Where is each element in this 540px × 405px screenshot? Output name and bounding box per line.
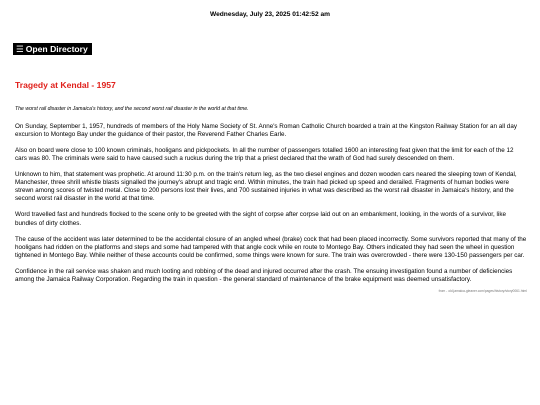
article-paragraph: On Sunday, September 1, 1957, hundreds of members of the Holy Name Society of St. Anne's Roman Catholic Church boarded a train at the Kingston Railway Station for an all day excursion to Montego Bay under the guidance of their pastor, the Reverend Father Charles Earle.: [15, 123, 517, 139]
article-body: [15, 106, 527, 302]
open-directory-label: Open Directory: [25, 44, 88, 54]
article-title: Tragedy at Kendal - 1957: [15, 80, 116, 90]
page-datetime: Wednesday, July 23, 2025 01:42:52 am: [210, 11, 330, 18]
menu-icon: ☰: [16, 44, 24, 54]
article-paragraph: The cause of the accident was later determined to be the accidental closure of an angled wheel (brake) cock that had been placed incorrectly. Some survivors reported that many of the hooligans had ridden on the platforms and steps and some had tampered with that angle cock while en route to Montego Bay. Others indicated they had seen the wheel in question tightened in Montego Bay. While neither of these accounts could be confirmed, some things were known for sure. The train was overcrowded - there were 130-150 passengers per car.: [15, 235, 527, 259]
article-paragraph: Confidence in the rail service was shaken and much looting and robbing of the dead and injured occurred after the crash. The ensuing investigation found a number of deficiencies among the Jamaica Railway Corporation. Regarding the train in question - the general standard of maintenance of the brake equipment was deemed unsatisfactory.: [15, 267, 513, 283]
article-paragraph: Word travelled fast and hundreds flocked to the scene only to be greeted with the sight of corpse after corpse laid out on an embankment, looking, in the words of a survivor, like bundles of dirty clothes.: [15, 211, 506, 227]
open-directory-button[interactable]: [13, 43, 92, 55]
article-intro: The worst rail disaster in Jamaica's history, and the second worst rail disaster in the world at that time.: [15, 106, 249, 112]
article-source: from - old.jamaica-gleaner.com/pages/history/story0061.html: [438, 288, 527, 293]
article-paragraph: Unknown to him, that statement was prophetic. At around 11:30 p.m. on the train's return leg, as the two diesel engines and dozen wooden cars neared the sleeping town of Kendal, Manchester, three shrill whistle blasts signalled the journey's abrupt and tragic end. Within minutes, the train had picked up speed and derailed. Fragments of human bodies were strewn among scores of twisted metal. Close to 200 persons lost their lives, and 700 sustained injuries in what was described as the worst rail disaster in Jamaica's history, and the second worst rail disaster in the world at that time.: [15, 171, 517, 203]
article-paragraph: Also on board were close to 100 known criminals, hooligans and pickpockets. In all the number of passengers totalled 1600 an interesting feat given that the limit for each of the 12 cars was 80. The criminals were said to have caused such a ruckus during the trip that a priest declared that the wrath of God had surely descended on them.: [15, 147, 514, 163]
